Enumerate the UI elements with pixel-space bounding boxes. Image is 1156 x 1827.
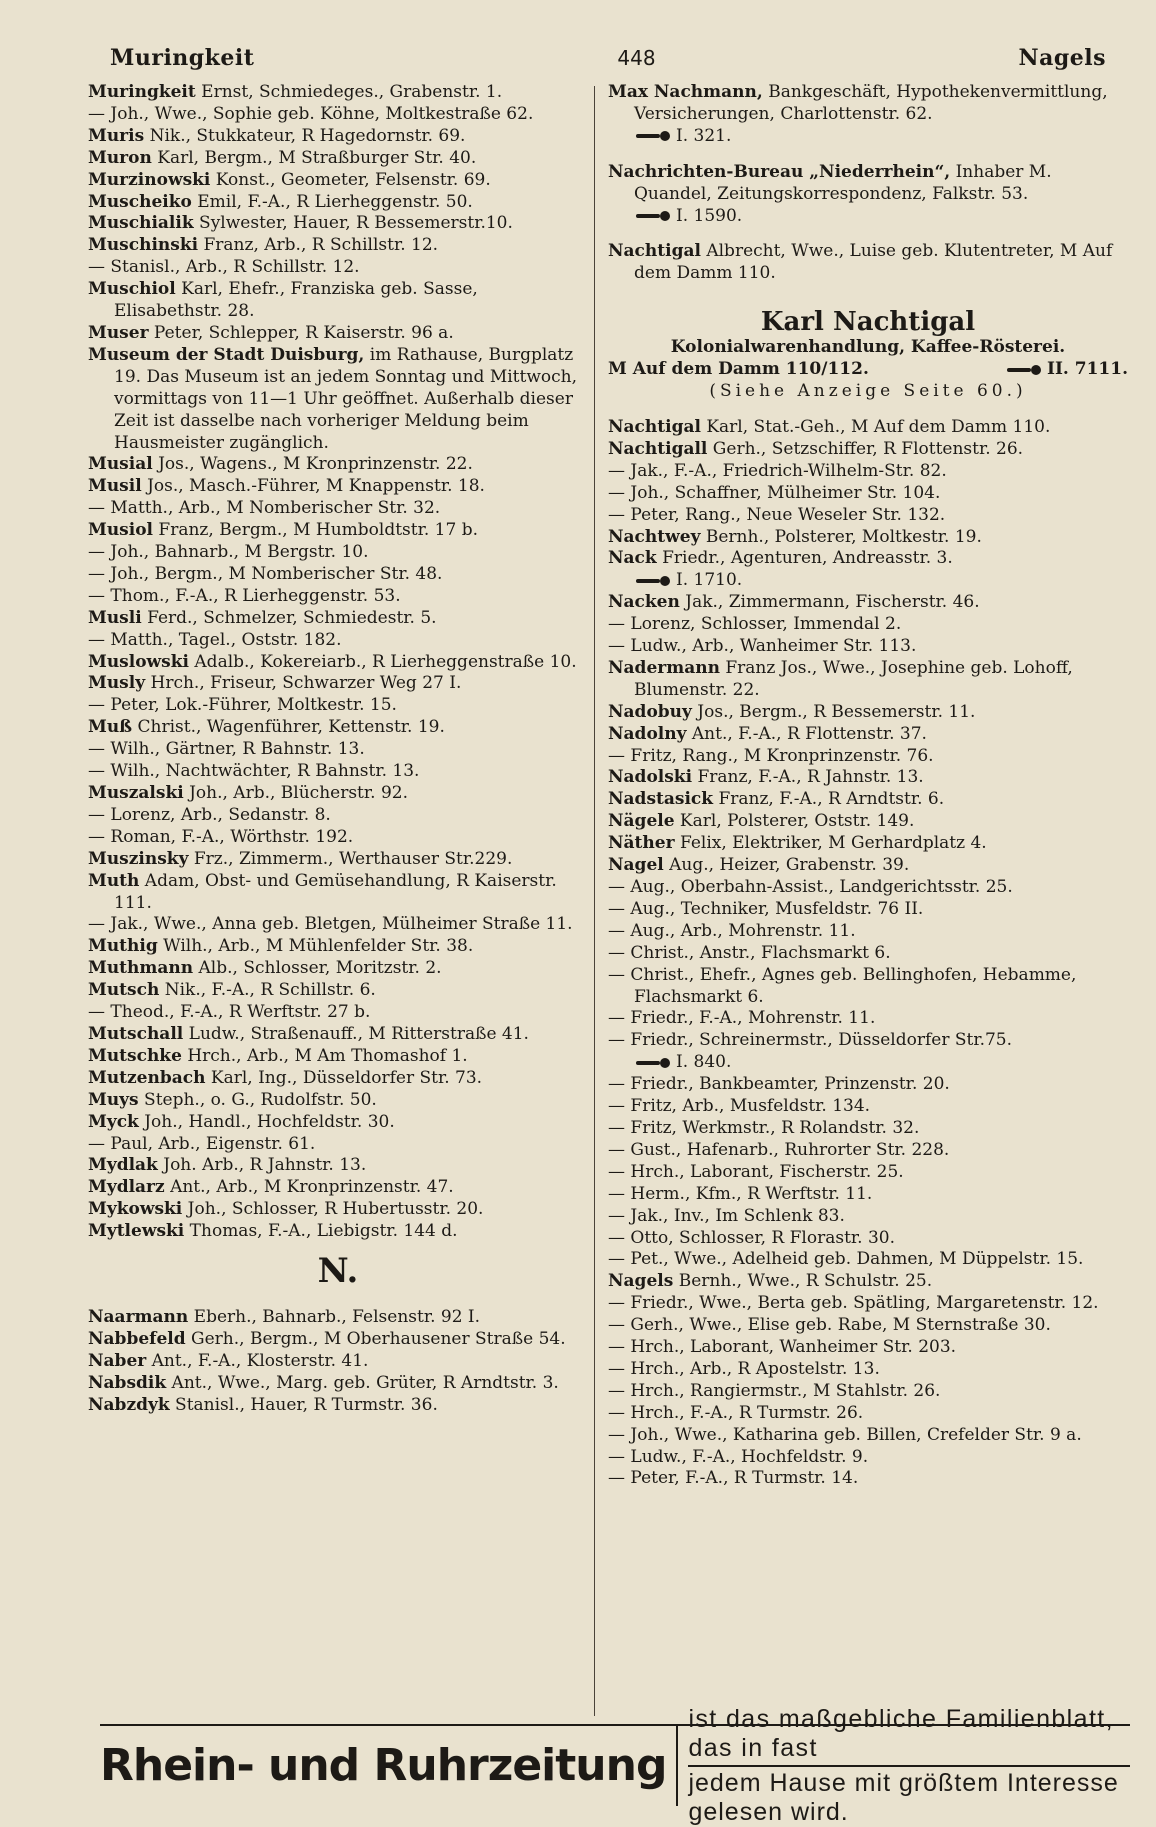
entry-details: — Fritz, Rang., M Kronprinzenstr. 76. xyxy=(608,745,934,766)
entry-name: Mydlarz xyxy=(88,1177,165,1198)
entry-details: — Peter, F.-A., R Turmstr. 14. xyxy=(608,1468,859,1489)
entry-details: Ernst, Schmiedeges., Grabenstr. 1. xyxy=(195,82,503,102)
entry-details: Nik., F.-A., R Schillstr. 6. xyxy=(159,980,376,1001)
entry-details: — Christ., Ehefr., Agnes geb. Bellinghofen, Hebamme, Flachsmarkt 6. xyxy=(608,964,1082,1007)
entry-details: Frz., Zimmerm., Werthauser Str.229. xyxy=(188,848,513,869)
entry-name: Mutschall xyxy=(88,1023,184,1044)
entry-details: Joh., Arb., Blücherstr. 92. xyxy=(183,783,408,803)
entry-details: — Christ., Anstr., Flachsmarkt 6. xyxy=(608,942,891,963)
directory-entry xyxy=(88,126,588,148)
directory-entry xyxy=(608,527,1128,549)
entry-details: — Aug., Techniker, Musfeldstr. 76 II. xyxy=(608,898,924,919)
entry-details: Thomas, F.-A., Liebigstr. 144 d. xyxy=(184,1221,458,1242)
directory-entry xyxy=(88,914,588,936)
directory-entry xyxy=(608,921,1128,943)
header-right-keyword: Nagels xyxy=(1018,45,1106,71)
directory-entry xyxy=(608,1118,1128,1140)
entry-details: — Friedr., Bankbeamter, Prinzenstr. 20. xyxy=(608,1074,950,1095)
directory-entry xyxy=(608,1468,1128,1490)
entry-details: Gerh., Setzschiffer, R Flottenstr. 26. xyxy=(707,438,1024,459)
ad-phone xyxy=(1005,359,1128,381)
directory-entry xyxy=(88,1307,588,1329)
directory-entry xyxy=(608,1271,1128,1293)
telephone-icon xyxy=(636,576,670,586)
directory-entry xyxy=(88,498,588,520)
footer-brand: Rhein- und Ruhrzeitung xyxy=(100,1726,678,1806)
entry-details: — Jak., Wwe., Anna geb. Bletgen, Mülheimer Straße 11. xyxy=(88,914,573,935)
entry-name: Muthmann xyxy=(88,958,194,979)
entry-details: — Friedr., Schreinermstr., Düsseldorfer Str.75. xyxy=(608,1030,1013,1051)
directory-entry xyxy=(88,1090,588,1112)
directory-entry xyxy=(608,461,1128,483)
left-column xyxy=(88,82,588,1416)
directory-entry xyxy=(88,1024,588,1046)
entry-details: — Herm., Kfm., R Werftstr. 11. xyxy=(608,1183,873,1204)
entry-details: — Lorenz, Schlosser, Immendal 2. xyxy=(608,614,902,635)
entry-details: Nik., Stukkateur, R Hagedornstr. 69. xyxy=(144,125,466,146)
directory-entry xyxy=(88,542,588,564)
entry-details: — Hrch., Rangiermstr., M Stahlstr. 26. xyxy=(608,1380,941,1401)
entry-details: Sylwester, Hauer, R Bessemerstr.10. xyxy=(193,213,513,234)
directory-entry xyxy=(88,213,588,235)
directory-entry xyxy=(88,1199,588,1221)
directory-entry xyxy=(608,724,1128,746)
entry-details: — Joh., Schaffner, Mülheimer Str. 104. xyxy=(608,482,941,503)
entry-name: Nadstasick xyxy=(608,789,714,810)
entry-details: Stanisl., Hauer, R Turmstr. 36. xyxy=(169,1394,438,1415)
telephone-icon xyxy=(636,211,670,221)
entry-details: Ant., Wwe., Marg. geb. Grüter, R Arndtstr. 3. xyxy=(166,1372,559,1393)
entry-name: Naber xyxy=(88,1350,147,1371)
entry-name: Mutsch xyxy=(88,980,160,1001)
entry-name: Muth xyxy=(88,870,140,891)
directory-entry xyxy=(88,1068,588,1090)
entry-details: Jos., Bergm., R Bessemerstr. 11. xyxy=(691,701,976,722)
entry-name: Mykowski xyxy=(88,1199,183,1220)
directory-entry xyxy=(608,483,1128,505)
entry-name: Näther xyxy=(608,833,675,854)
entry-name: Nadolski xyxy=(608,767,693,788)
entry-details: Franz Jos., Wwe., Josephine geb. Lohoff, Blumenstr. 22. xyxy=(634,657,1079,700)
entry-name: Muser xyxy=(88,322,149,343)
entry-details: — Wilh., Gärtner, R Bahnstr. 13. xyxy=(88,739,365,760)
directory-entry xyxy=(608,1162,1128,1184)
entry-details: — Aug., Oberbahn-Assist., Landgerichtsstr. 25. xyxy=(608,877,1013,897)
entry-name: Muys xyxy=(88,1089,139,1110)
entry-details: Bernh., Wwe., R Schulstr. 25. xyxy=(673,1271,933,1292)
entry-name: Myck xyxy=(88,1111,139,1132)
entry-details: Karl, Ing., Düsseldorfer Str. 73. xyxy=(205,1067,483,1088)
telephone-icon xyxy=(636,131,670,141)
entry-details: Joh. Arb., R Jahnstr. 13. xyxy=(157,1155,367,1176)
entry-details: — Gust., Hafenarb., Ruhrorter Str. 228. xyxy=(608,1139,950,1160)
entry-details: — Aug., Arb., Mohrenstr. 11. xyxy=(608,920,856,941)
entry-details: Jos., Wagens., M Kronprinzenstr. 22. xyxy=(152,454,473,475)
directory-entry xyxy=(88,235,588,257)
directory-entry xyxy=(608,1293,1128,1315)
directory-entry xyxy=(608,592,1128,614)
directory-entry xyxy=(88,520,588,542)
directory-entry xyxy=(608,1447,1128,1469)
directory-entry xyxy=(88,827,588,849)
entry-details: — Stanisl., Arb., R Schillstr. 12. xyxy=(88,257,360,278)
entry-details: Franz, Bergm., M Humboldtstr. 17 b. xyxy=(153,520,478,541)
entry-name: Nagel xyxy=(608,855,664,876)
entry-details: — Joh., Bergm., M Nomberischer Str. 48. xyxy=(88,563,443,584)
entry-details: Franz, F.-A., R Arndtstr. 6. xyxy=(713,789,945,810)
directory-entry xyxy=(608,855,1128,877)
entry-details: Hrch., Arb., M Am Thomashof 1. xyxy=(181,1045,468,1066)
directory-entry xyxy=(608,789,1128,811)
directory-entry xyxy=(608,548,1128,592)
entry-name: Mutzenbach xyxy=(88,1067,206,1088)
entry-details: Joh., Handl., Hochfeldstr. 30. xyxy=(138,1111,395,1132)
directory-entry xyxy=(608,1381,1128,1403)
directory-entry xyxy=(88,783,588,805)
page-header xyxy=(110,38,1106,78)
entry-name: Muschialik xyxy=(88,213,194,234)
entry-name: Nagels xyxy=(608,1271,674,1292)
header-left-keyword: Muringkeit xyxy=(110,45,255,71)
entry-details: — Theod., F.-A., R Werftstr. 27 b. xyxy=(88,1002,371,1023)
directory-entry xyxy=(88,849,588,871)
directory-entry xyxy=(608,1008,1128,1030)
entry-details: — Jak., F.-A., Friedrich-Wilhelm-Str. 82. xyxy=(608,460,947,481)
ad-subtitle: Kolonialwarenhandlung, Kaffee-Rösterei. xyxy=(670,337,1066,358)
directory-entry xyxy=(608,439,1128,461)
entry-details: Franz, Arb., R Schillstr. 12. xyxy=(198,235,439,256)
entry-details: Hrch., Friseur, Schwarzer Weg 27 I. xyxy=(145,673,462,694)
entry-details: — Ludw., Arb., Wanheimer Str. 113. xyxy=(608,636,917,657)
entry-details: — Ludw., F.-A., Hochfeldstr. 9. xyxy=(608,1446,869,1467)
directory-entry xyxy=(88,673,588,695)
directory-entry xyxy=(608,82,1128,148)
entry-name: Nabzdyk xyxy=(88,1394,170,1415)
directory-entry xyxy=(88,586,588,608)
ad-title: Karl Nachtigal xyxy=(760,307,976,338)
directory-entry xyxy=(88,279,588,323)
entry-details: Bankgeschäft, Hypothekenvermittlung, Versicherungen, Charlottenstr. 62. xyxy=(634,82,1114,124)
directory-entry xyxy=(608,767,1128,789)
entry-phone: I. 321. xyxy=(676,125,732,146)
entry-details: Albrecht, Wwe., Luise geb. Klutentreter, M Auf dem Damm 110. xyxy=(634,241,1118,284)
entry-name: Nadermann xyxy=(608,657,720,678)
telephone-icon xyxy=(1007,365,1041,375)
entry-name: Muscheiko xyxy=(88,191,192,212)
entry-name: Murzinowski xyxy=(88,169,211,190)
entry-details: — Roman, F.-A., Wörthstr. 192. xyxy=(88,826,354,847)
directory-entry xyxy=(88,805,588,827)
footer-text xyxy=(678,1705,1130,1826)
directory-entry xyxy=(608,614,1128,636)
directory-entry xyxy=(88,345,588,455)
entry-name: Nadolny xyxy=(608,723,687,744)
entry-name: Mytlewski xyxy=(88,1221,185,1242)
directory-entry xyxy=(88,1351,588,1373)
directory-entry xyxy=(608,965,1128,1009)
directory-entry xyxy=(608,417,1128,439)
entry-name: Nack xyxy=(608,548,657,569)
entry-details: Jos., Masch.-Führer, M Knappenstr. 18. xyxy=(141,476,485,497)
directory-entry xyxy=(88,148,588,170)
entry-details: — Fritz, Werkmstr., R Rolandstr. 32. xyxy=(608,1117,920,1138)
directory-entry xyxy=(608,1096,1128,1118)
telephone-icon xyxy=(636,1058,670,1068)
entry-details: Wilh., Arb., M Mühlenfelder Str. 38. xyxy=(157,936,474,957)
directory-entry xyxy=(608,241,1128,285)
directory-entry xyxy=(608,1184,1128,1206)
ad-address: M Auf dem Damm 110/112. xyxy=(608,359,869,380)
entry-name: Musil xyxy=(88,476,142,497)
entry-details: Ferd., Schmelzer, Schmiedestr. 5. xyxy=(141,607,437,628)
directory-entry xyxy=(88,1395,588,1417)
right-entry-list xyxy=(608,417,1128,1490)
entry-name: Naarmann xyxy=(88,1306,189,1327)
entry-details: Karl, Bergm., M Straßburger Str. 40. xyxy=(151,147,477,168)
entry-name: Musly xyxy=(88,673,146,694)
entry-details: Adam, Obst- und Gemüsehandlung, R Kaiserstr. 111. xyxy=(114,870,563,913)
directory-entry xyxy=(88,104,588,126)
directory-entry xyxy=(608,833,1128,855)
entry-details: Steph., o. G., Rudolfstr. 50. xyxy=(138,1089,377,1110)
directory-entry xyxy=(608,162,1128,228)
entry-name: Musiol xyxy=(88,520,154,541)
entry-name: Mydlak xyxy=(88,1155,158,1176)
entry-name: Muthig xyxy=(88,936,158,957)
entry-details: Konst., Geometer, Felsenstr. 69. xyxy=(210,169,491,190)
directory-entry xyxy=(608,1228,1128,1250)
directory-entry xyxy=(88,958,588,980)
entry-details: — Joh., Wwe., Sophie geb. Köhne, Moltkestraße 62. xyxy=(88,103,534,124)
entry-details: — Hrch., Laborant, Fischerstr. 25. xyxy=(608,1161,904,1182)
directory-entry xyxy=(88,761,588,783)
entry-name: Nägele xyxy=(608,811,675,832)
entry-details: Peter, Schlepper, R Kaiserstr. 96 a. xyxy=(148,322,454,343)
entry-details: Ludw., Straßenauff., M Ritterstraße 41. xyxy=(183,1023,529,1044)
footer-advertisement xyxy=(100,1705,1130,1826)
entry-details: — Hrch., Laborant, Wanheimer Str. 203. xyxy=(608,1337,957,1358)
entry-name: Mutschke xyxy=(88,1045,182,1066)
entry-name: Muringkeit xyxy=(88,82,196,102)
entry-details: — Thom., F.-A., R Lierheggenstr. 53. xyxy=(88,585,401,606)
directory-entry xyxy=(88,1134,588,1156)
ad-note: (Siehe Anzeige Seite 60.) xyxy=(709,381,1027,402)
entry-details: im Rathause, Burgplatz 19. Das Museum ist an jedem Sonntag und Mittwoch, vormittags von 11—1 Uhr geöffnet. Außerhalb dieser Zeit ist dasselbe nach vorheriger Meldung beim Hausmeister zugänglich. xyxy=(114,344,583,453)
directory-entry xyxy=(608,746,1128,768)
directory-entry xyxy=(88,323,588,345)
entry-name: Muschiol xyxy=(88,279,176,300)
entry-details: — Paul, Arb., Eigenstr. 61. xyxy=(88,1133,316,1154)
entry-name: Nachrichten-Bureau „Niederrhein“, xyxy=(608,161,951,182)
entry-details: Friedr., Agenturen, Andreasstr. 3. xyxy=(656,548,953,569)
directory-entry xyxy=(88,192,588,214)
directory-entry xyxy=(88,1112,588,1134)
entry-details: Aug., Heizer, Grabenstr. 39. xyxy=(663,855,910,876)
entry-details: — Jak., Inv., Im Schlenk 83. xyxy=(608,1205,845,1226)
entry-details: Emil, F.-A., R Lierheggenstr. 50. xyxy=(191,191,473,212)
entry-name: Muslowski xyxy=(88,651,189,672)
left-entry-list-n xyxy=(88,1307,588,1417)
directory-entry xyxy=(88,717,588,739)
directory-entry xyxy=(88,980,588,1002)
footer-line-1: ist das maßgebliche Familienblatt, das in fast xyxy=(688,1705,1130,1767)
entry-name: Muszalski xyxy=(88,783,184,803)
directory-entry xyxy=(608,1206,1128,1228)
directory-entry xyxy=(608,1359,1128,1381)
directory-entry xyxy=(88,1221,588,1243)
entry-name: Nachtigal xyxy=(608,241,701,262)
right-top-entries xyxy=(608,82,1128,285)
page-number: 448 xyxy=(617,46,656,70)
entry-name: Muron xyxy=(88,147,152,168)
entry-details: Ant., F.-A., Klosterstr. 41. xyxy=(146,1350,369,1371)
entry-name: Musli xyxy=(88,607,142,628)
directory-entry xyxy=(608,1140,1128,1162)
entry-name: Max Nachmann, xyxy=(608,82,763,102)
entry-name: Nadobuy xyxy=(608,701,692,722)
entry-phone: I. 1710. xyxy=(676,570,743,591)
entry-details: Christ., Wagenführer, Kettenstr. 19. xyxy=(132,717,445,738)
entry-details: — Lorenz, Arb., Sedanstr. 8. xyxy=(88,804,331,825)
entry-name: Museum der Stadt Duisburg, xyxy=(88,344,365,365)
entry-name: Nabbefeld xyxy=(88,1328,186,1349)
entry-details: Franz, F.-A., R Jahnstr. 13. xyxy=(692,767,924,788)
directory-entry xyxy=(88,652,588,674)
entry-details: Ant., Arb., M Kronprinzenstr. 47. xyxy=(164,1177,454,1198)
directory-entry xyxy=(88,936,588,958)
directory-entry xyxy=(608,811,1128,833)
directory-entry xyxy=(608,943,1128,965)
directory-entry xyxy=(88,257,588,279)
entry-details: — Peter, Lok.-Führer, Moltkestr. 15. xyxy=(88,695,397,716)
entry-name: Muß xyxy=(88,717,133,738)
entry-name: Nachtwey xyxy=(608,526,701,547)
entry-details: Inhaber M. Quandel, Zeitungskorrespondenz, Falkstr. 53. xyxy=(634,161,1058,204)
footer-line-2: jedem Hause mit größtem Interesse gelesen wird. xyxy=(688,1769,1119,1826)
entry-details: Karl, Ehefr., Franziska geb. Sasse, Elisabethstr. 28. xyxy=(114,279,484,322)
entry-details: — Wilh., Nachtwächter, R Bahnstr. 13. xyxy=(88,761,420,782)
directory-entry xyxy=(88,170,588,192)
entry-details: Adalb., Kokereiarb., R Lierheggenstraße 10. xyxy=(189,651,577,672)
entry-name: Nabsdik xyxy=(88,1372,167,1393)
entry-details: — Pet., Wwe., Adelheid geb. Dahmen, M Düppelstr. 15. xyxy=(608,1249,1084,1270)
directory-entry xyxy=(88,739,588,761)
directory-entry xyxy=(608,1425,1128,1447)
directory-entry xyxy=(88,608,588,630)
directory-entry xyxy=(88,564,588,586)
directory-entry xyxy=(608,899,1128,921)
entry-name: Nachtigal xyxy=(608,416,701,437)
entry-name: Muris xyxy=(88,125,145,146)
entry-details: Eberh., Bahnarb., Felsenstr. 92 I. xyxy=(188,1306,481,1327)
directory-entry xyxy=(88,1155,588,1177)
entry-details: Gerh., Bergm., M Oberhausener Straße 54. xyxy=(185,1328,566,1349)
entry-details: — Joh., Wwe., Katharina geb. Billen, Crefelder Str. 9 a. xyxy=(608,1424,1082,1445)
directory-entry xyxy=(608,505,1128,527)
entry-details: Alb., Schlosser, Moritzstr. 2. xyxy=(193,958,442,979)
directory-entry xyxy=(88,1002,588,1024)
directory-entry xyxy=(608,636,1128,658)
directory-entry xyxy=(88,1046,588,1068)
entry-phone: I. 1590. xyxy=(676,205,743,226)
entry-name: Musial xyxy=(88,454,153,475)
entry-details: Karl, Stat.-Geh., M Auf dem Damm 110. xyxy=(700,416,1051,437)
directory-entry xyxy=(88,695,588,717)
column-divider xyxy=(594,86,595,1716)
directory-entry xyxy=(88,1329,588,1351)
ad-address-line xyxy=(608,359,1128,381)
entry-details: Bernh., Polsterer, Moltkestr. 19. xyxy=(700,526,982,547)
right-column xyxy=(608,82,1128,1490)
directory-entry xyxy=(608,1074,1128,1096)
entry-details: — Hrch., Arb., R Apostelstr. 13. xyxy=(608,1358,880,1379)
entry-name: Nacken xyxy=(608,592,680,613)
section-letter-n: N. xyxy=(317,1251,359,1292)
entry-details: Jak., Zimmermann, Fischerstr. 46. xyxy=(679,592,980,613)
entry-details: Joh., Schlosser, R Hubertusstr. 20. xyxy=(182,1199,484,1220)
entry-details: — Otto, Schlosser, R Florastr. 30. xyxy=(608,1227,895,1248)
entry-details: — Hrch., F.-A., R Turmstr. 26. xyxy=(608,1402,864,1423)
entry-phone: I. 840. xyxy=(676,1052,732,1073)
directory-entry xyxy=(608,702,1128,724)
entry-details: Ant., F.-A., R Flottenstr. 37. xyxy=(686,723,927,744)
entry-details: — Friedr., F.-A., Mohrenstr. 11. xyxy=(608,1008,876,1029)
ad-phone-number: II. 7111. xyxy=(1047,359,1128,380)
entry-details: — Fritz, Arb., Musfeldstr. 134. xyxy=(608,1096,871,1117)
entry-details: — Matth., Arb., M Nomberischer Str. 32. xyxy=(88,498,441,519)
entry-name: Muschinski xyxy=(88,235,199,256)
directory-entry xyxy=(88,871,588,915)
directory-entry xyxy=(88,82,588,104)
entry-details: Karl, Polsterer, Oststr. 149. xyxy=(674,811,915,832)
directory-entry xyxy=(88,1177,588,1199)
directory-entry xyxy=(88,630,588,652)
entry-details: Felix, Elektriker, M Gerhardplatz 4. xyxy=(674,833,987,854)
directory-entry xyxy=(88,1373,588,1395)
directory-entry xyxy=(608,1337,1128,1359)
directory-entry xyxy=(608,658,1128,702)
entry-name: Muszinsky xyxy=(88,848,189,869)
entry-details: — Friedr., Wwe., Berta geb. Spätling, Margaretenstr. 12. xyxy=(608,1293,1099,1314)
entry-details: — Peter, Rang., Neue Weseler Str. 132. xyxy=(608,504,946,525)
entry-details: — Gerh., Wwe., Elise geb. Rabe, M Sternstraße 30. xyxy=(608,1315,1051,1336)
entry-details: — Joh., Bahnarb., M Bergstr. 10. xyxy=(88,542,369,563)
directory-entry xyxy=(608,1030,1128,1074)
left-entry-list xyxy=(88,82,588,1243)
directory-entry xyxy=(608,1249,1128,1271)
directory-entry xyxy=(608,877,1128,899)
entry-details: — Matth., Tagel., Oststr. 182. xyxy=(88,629,342,650)
directory-entry xyxy=(608,1315,1128,1337)
entry-name: Nachtigall xyxy=(608,438,708,459)
directory-entry xyxy=(608,1403,1128,1425)
directory-entry xyxy=(88,476,588,498)
directory-entry xyxy=(88,454,588,476)
